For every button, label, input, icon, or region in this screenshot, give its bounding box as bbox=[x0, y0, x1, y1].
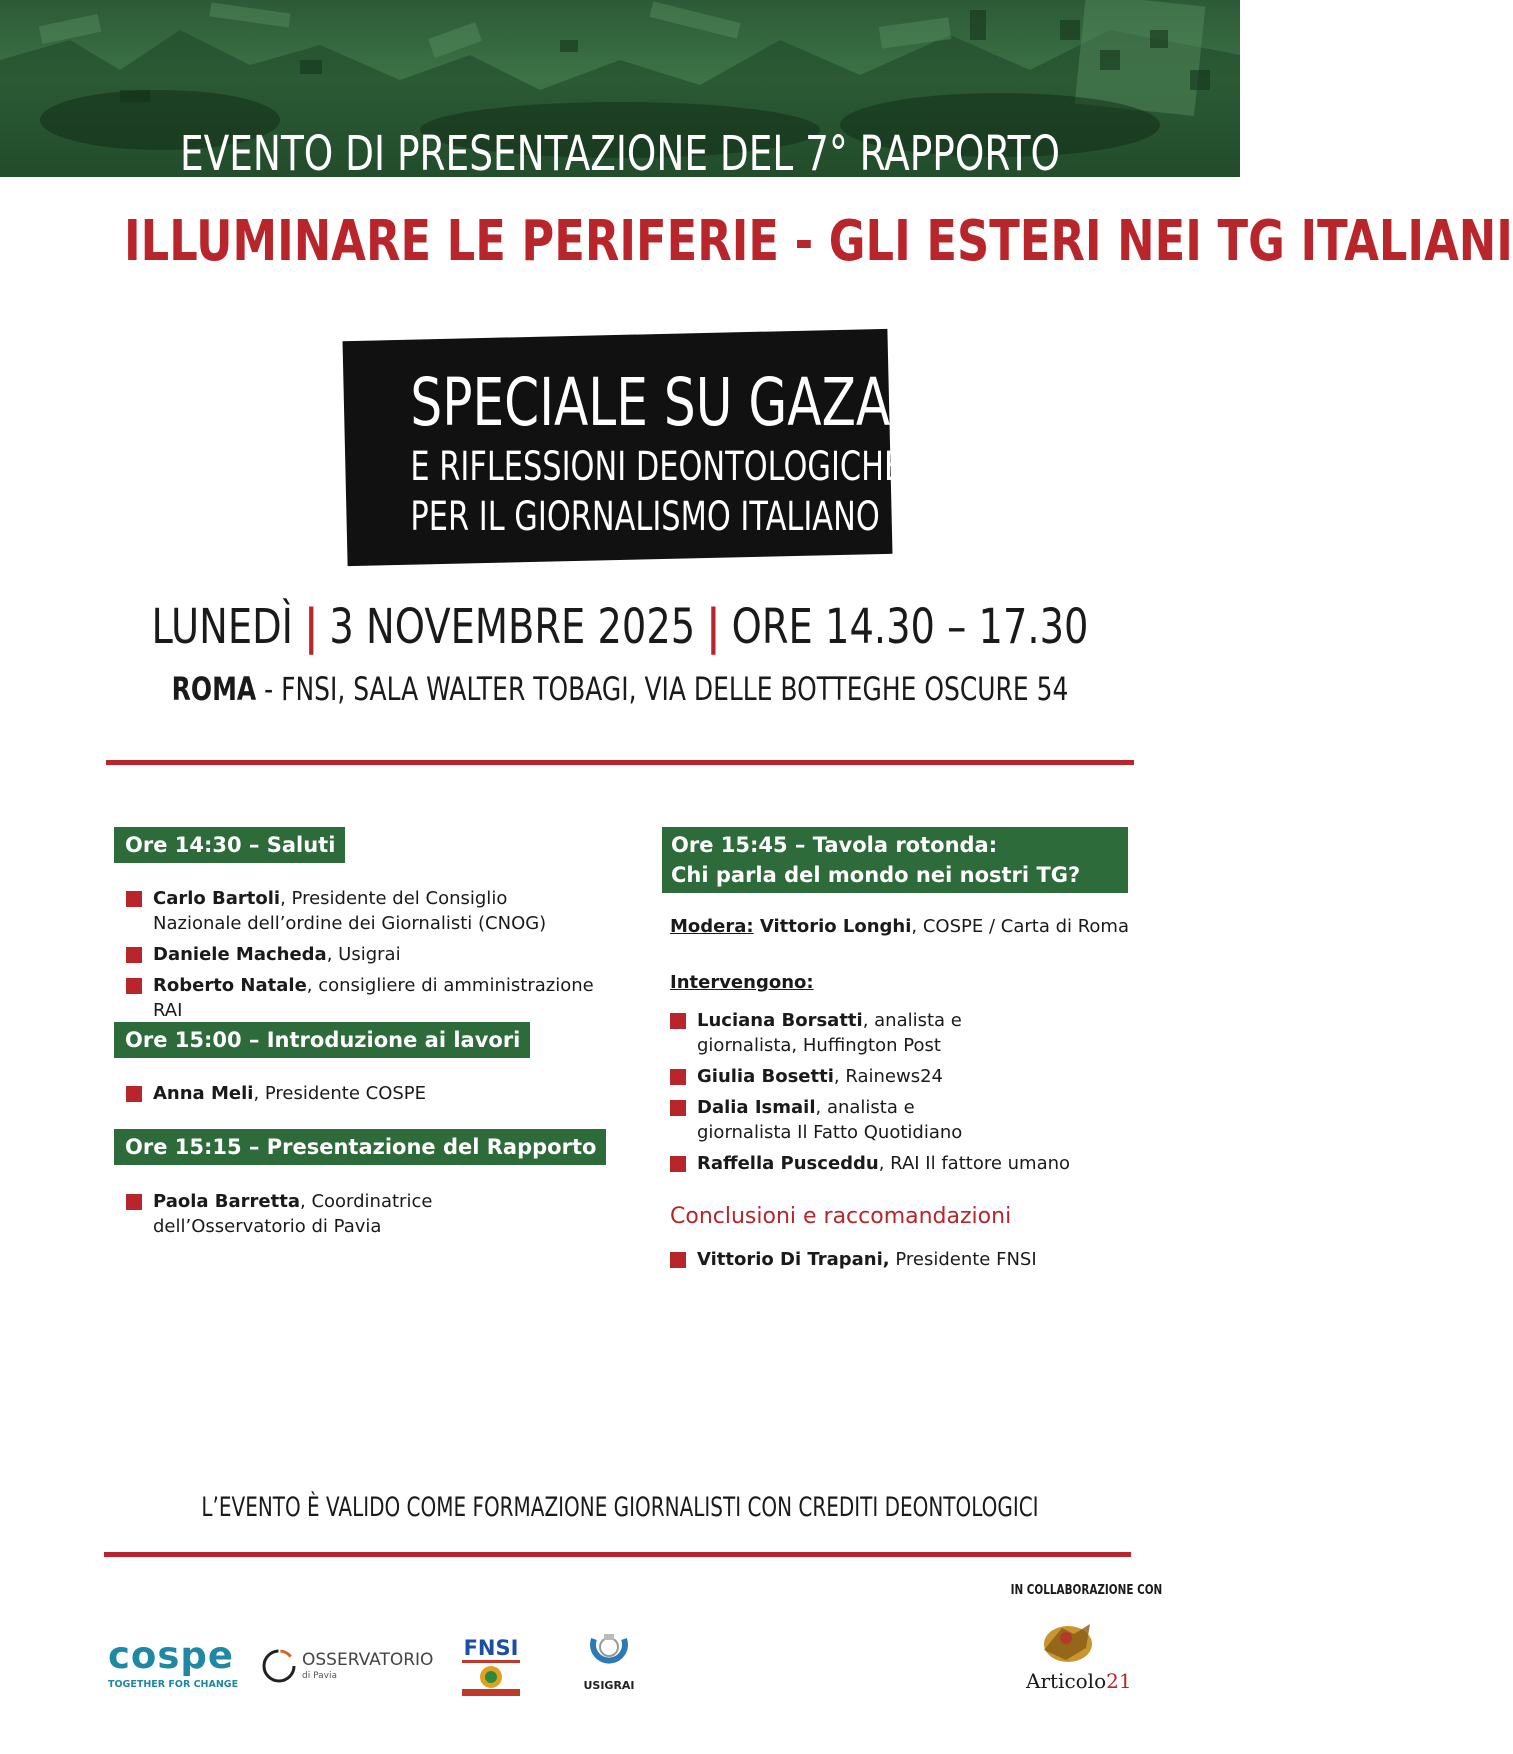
program-item: Daniele Macheda, Usigrai bbox=[126, 942, 596, 967]
bullet-square-icon bbox=[126, 891, 142, 907]
fnsi-logo: FNSI bbox=[458, 1636, 524, 1698]
program-tag-presentazione: Ore 15:15 – Presentazione del Rapporto bbox=[114, 1129, 606, 1165]
program-item: Roberto Natale, consigliere di amministrazione RAI bbox=[126, 973, 626, 1023]
osservatorio-pavia-logo: OSSERVATORIO di Pavia bbox=[260, 1646, 430, 1686]
event-time: ORE 14.30 – 17.30 bbox=[731, 599, 1089, 655]
program-item: Carlo Bartoli, Presidente del Consiglio Nazionale dell’ordine dei Giornalisti (CNOG) bbox=[126, 886, 596, 936]
bullet-square-icon bbox=[126, 1194, 142, 1210]
bullet-square-icon bbox=[126, 1086, 142, 1102]
special-subtitle-2: PER IL GIORNALISMO ITALIANO bbox=[410, 494, 880, 540]
special-gaza-text bbox=[345, 335, 904, 560]
collaboration-label: IN COLLABORAZIONE CON bbox=[1010, 1583, 1163, 1598]
divider-bottom bbox=[104, 1552, 1131, 1557]
event-day: LUNEDÌ bbox=[151, 599, 293, 655]
program-item: Anna Meli, Presidente COSPE bbox=[126, 1081, 596, 1106]
program-tag-tavola-rotonda: Ore 15:45 – Tavola rotonda: Chi parla del mondo nei nostri TG? bbox=[662, 827, 1128, 893]
header-photo-band bbox=[0, 0, 1240, 182]
time-separator: | bbox=[706, 599, 721, 655]
articolo21-emblem-icon bbox=[1026, 1620, 1106, 1666]
conclusions-item: Vittorio Di Trapani, Presidente FNSI bbox=[670, 1247, 1110, 1272]
conclusions-heading: Conclusioni e raccomandazioni bbox=[670, 1204, 1012, 1229]
report-title: ILLUMINARE LE PERIFERIE - GLI ESTERI NEI TG ITALIANI bbox=[124, 209, 1513, 274]
event-date-line bbox=[124, 599, 1116, 655]
event-address: - FNSI, SALA WALTER TOBAGI, VIA DELLE BOTTEGHE OSCURE 54 bbox=[256, 670, 1069, 708]
speaker-item: Giulia Bosetti, Rainews24 bbox=[670, 1064, 1110, 1089]
bullet-square-icon bbox=[126, 978, 142, 994]
articolo21-logo: Articolo21 bbox=[1026, 1620, 1106, 1700]
usigrai-logo: USIGRAI bbox=[574, 1633, 644, 1695]
osservatorio-ring-icon bbox=[260, 1647, 298, 1685]
program-tag-saluti: Ore 14:30 – Saluti bbox=[114, 827, 345, 863]
program-item: Paola Barretta, Coordinatrice dell’Osservatorio di Pavia bbox=[126, 1189, 576, 1239]
date-separator: | bbox=[304, 599, 319, 655]
special-subtitle-1: E RIFLESSIONI DEONTOLOGICHE bbox=[410, 444, 904, 490]
event-presentation-heading: EVENTO DI PRESENTAZIONE DEL 7° RAPPORTO bbox=[180, 126, 1060, 182]
speaker-item: Luciana Borsatti, analista e giornalista, Huffington Post bbox=[670, 1008, 1040, 1058]
moderator-line: Modera: Vittorio Longhi, COSPE / Carta di Roma bbox=[670, 916, 1129, 937]
divider-top bbox=[106, 760, 1134, 765]
program-tag-introduzione: Ore 15:00 – Introduzione ai lavori bbox=[114, 1022, 530, 1058]
bullet-square-icon bbox=[670, 1013, 686, 1029]
cospe-logo: cospe TOGETHER FOR CHANGE bbox=[108, 1634, 239, 1690]
special-title: SPECIALE SU GAZA bbox=[410, 364, 891, 441]
event-location bbox=[136, 670, 1103, 708]
bullet-square-icon bbox=[670, 1252, 686, 1268]
bullet-square-icon bbox=[670, 1100, 686, 1116]
bullet-square-icon bbox=[670, 1069, 686, 1085]
bullet-square-icon bbox=[126, 947, 142, 963]
event-date: 3 NOVEMBRE 2025 bbox=[329, 599, 696, 655]
event-city: ROMA bbox=[171, 670, 257, 708]
usigrai-emblem-icon bbox=[574, 1633, 644, 1675]
bullet-square-icon bbox=[670, 1156, 686, 1172]
fnsi-emblem-icon bbox=[458, 1660, 524, 1698]
speaker-item: Raffella Pusceddu, RAI Il fattore umano bbox=[670, 1151, 1110, 1176]
credits-notice: L’EVENTO È VALIDO COME FORMAZIONE GIORNALISTI CON CREDITI DEONTOLOGICI bbox=[201, 1492, 1039, 1523]
speaker-item: Dalia Ismail, analista e giornalista Il Fatto Quotidiano bbox=[670, 1095, 1010, 1145]
speakers-label: Intervengono: bbox=[670, 972, 814, 993]
